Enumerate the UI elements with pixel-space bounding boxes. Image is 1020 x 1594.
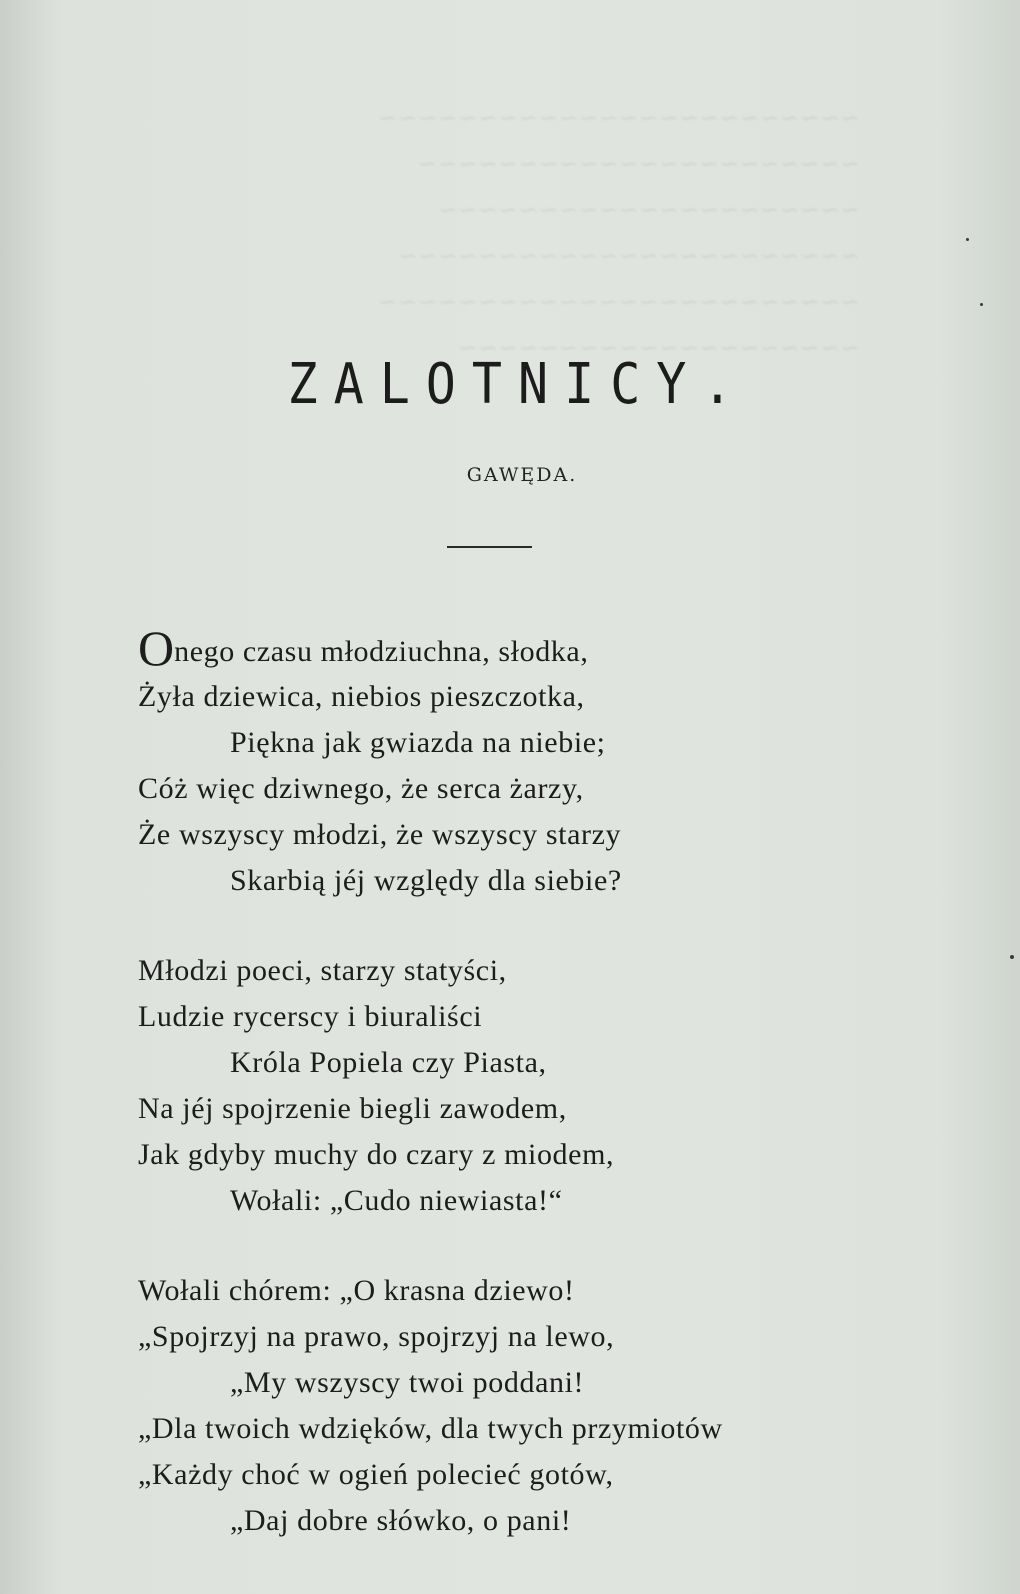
- poem-line: Młodzi poeci, starzy statyści,: [138, 954, 507, 987]
- paper-speck: [966, 238, 969, 241]
- poem-line: Skarbią jéj względy dla siebie?: [230, 864, 622, 897]
- poem-line: Że wszyscy młodzi, że wszyscy starzy: [138, 818, 622, 851]
- poem-line: „Daj dobre słówko, o pani!: [230, 1504, 572, 1537]
- bleed-through-text: ~~~~~~~~~~~~~~~~~~~~~~~~ ~~~~~~~~~~~~~~~~~~~~~~ ~~~~~~~~~~~~~~~~~~~~~ ~~~~~~~~~~~~~~~~~~~~~~~ ~~~~~~~~~~~~~~~~~~~~~~~~ ~~~~~~~~~~~~~~~~~~~~: [377, 104, 860, 362]
- poem-line: Na jéj spojrzenie biegli zawodem,: [138, 1092, 567, 1125]
- paper-speck: [1010, 955, 1014, 959]
- stanza-2: [138, 948, 998, 1224]
- page-subtitle: GAWĘDA.: [466, 464, 578, 486]
- drop-cap: O: [138, 620, 175, 676]
- poem-body: [138, 620, 998, 1588]
- poem-line: Cóż więc dziwnego, że serca żarzy,: [138, 772, 584, 805]
- poem-line: „My wszyscy twoi poddani!: [230, 1366, 585, 1399]
- poem-line: „Spojrzyj na prawo, spojrzyj na lewo,: [138, 1320, 615, 1353]
- stanza-3: [138, 1268, 998, 1544]
- stanza-1: [138, 620, 998, 904]
- paper-speck: [980, 303, 983, 306]
- poem-line: Żyła dziewica, niebios pieszczotka,: [138, 680, 585, 713]
- page-title: ZALOTNICY.: [287, 351, 749, 417]
- title-divider: [447, 546, 532, 548]
- poem-line: Wołali: „Cudo niewiasta!“: [230, 1184, 563, 1217]
- poem-line: Króla Popiela czy Piasta,: [230, 1046, 547, 1079]
- poem-line: Onego czasu młodziuchna, słodka,: [138, 620, 589, 676]
- poem-line: Wołali chórem: „O krasna dziewo!: [138, 1274, 575, 1307]
- poem-line: Piękna jak gwiazda na niebie;: [230, 726, 606, 759]
- poem-line: Jak gdyby muchy do czary z miodem,: [138, 1138, 615, 1171]
- poem-line: „Dla twoich wdzięków, dla twych przymiotów: [138, 1412, 723, 1445]
- poem-line: „Każdy choć w ogień polecieć gotów,: [138, 1458, 614, 1491]
- poem-line: Ludzie rycerscy i biuraliści: [138, 1000, 483, 1033]
